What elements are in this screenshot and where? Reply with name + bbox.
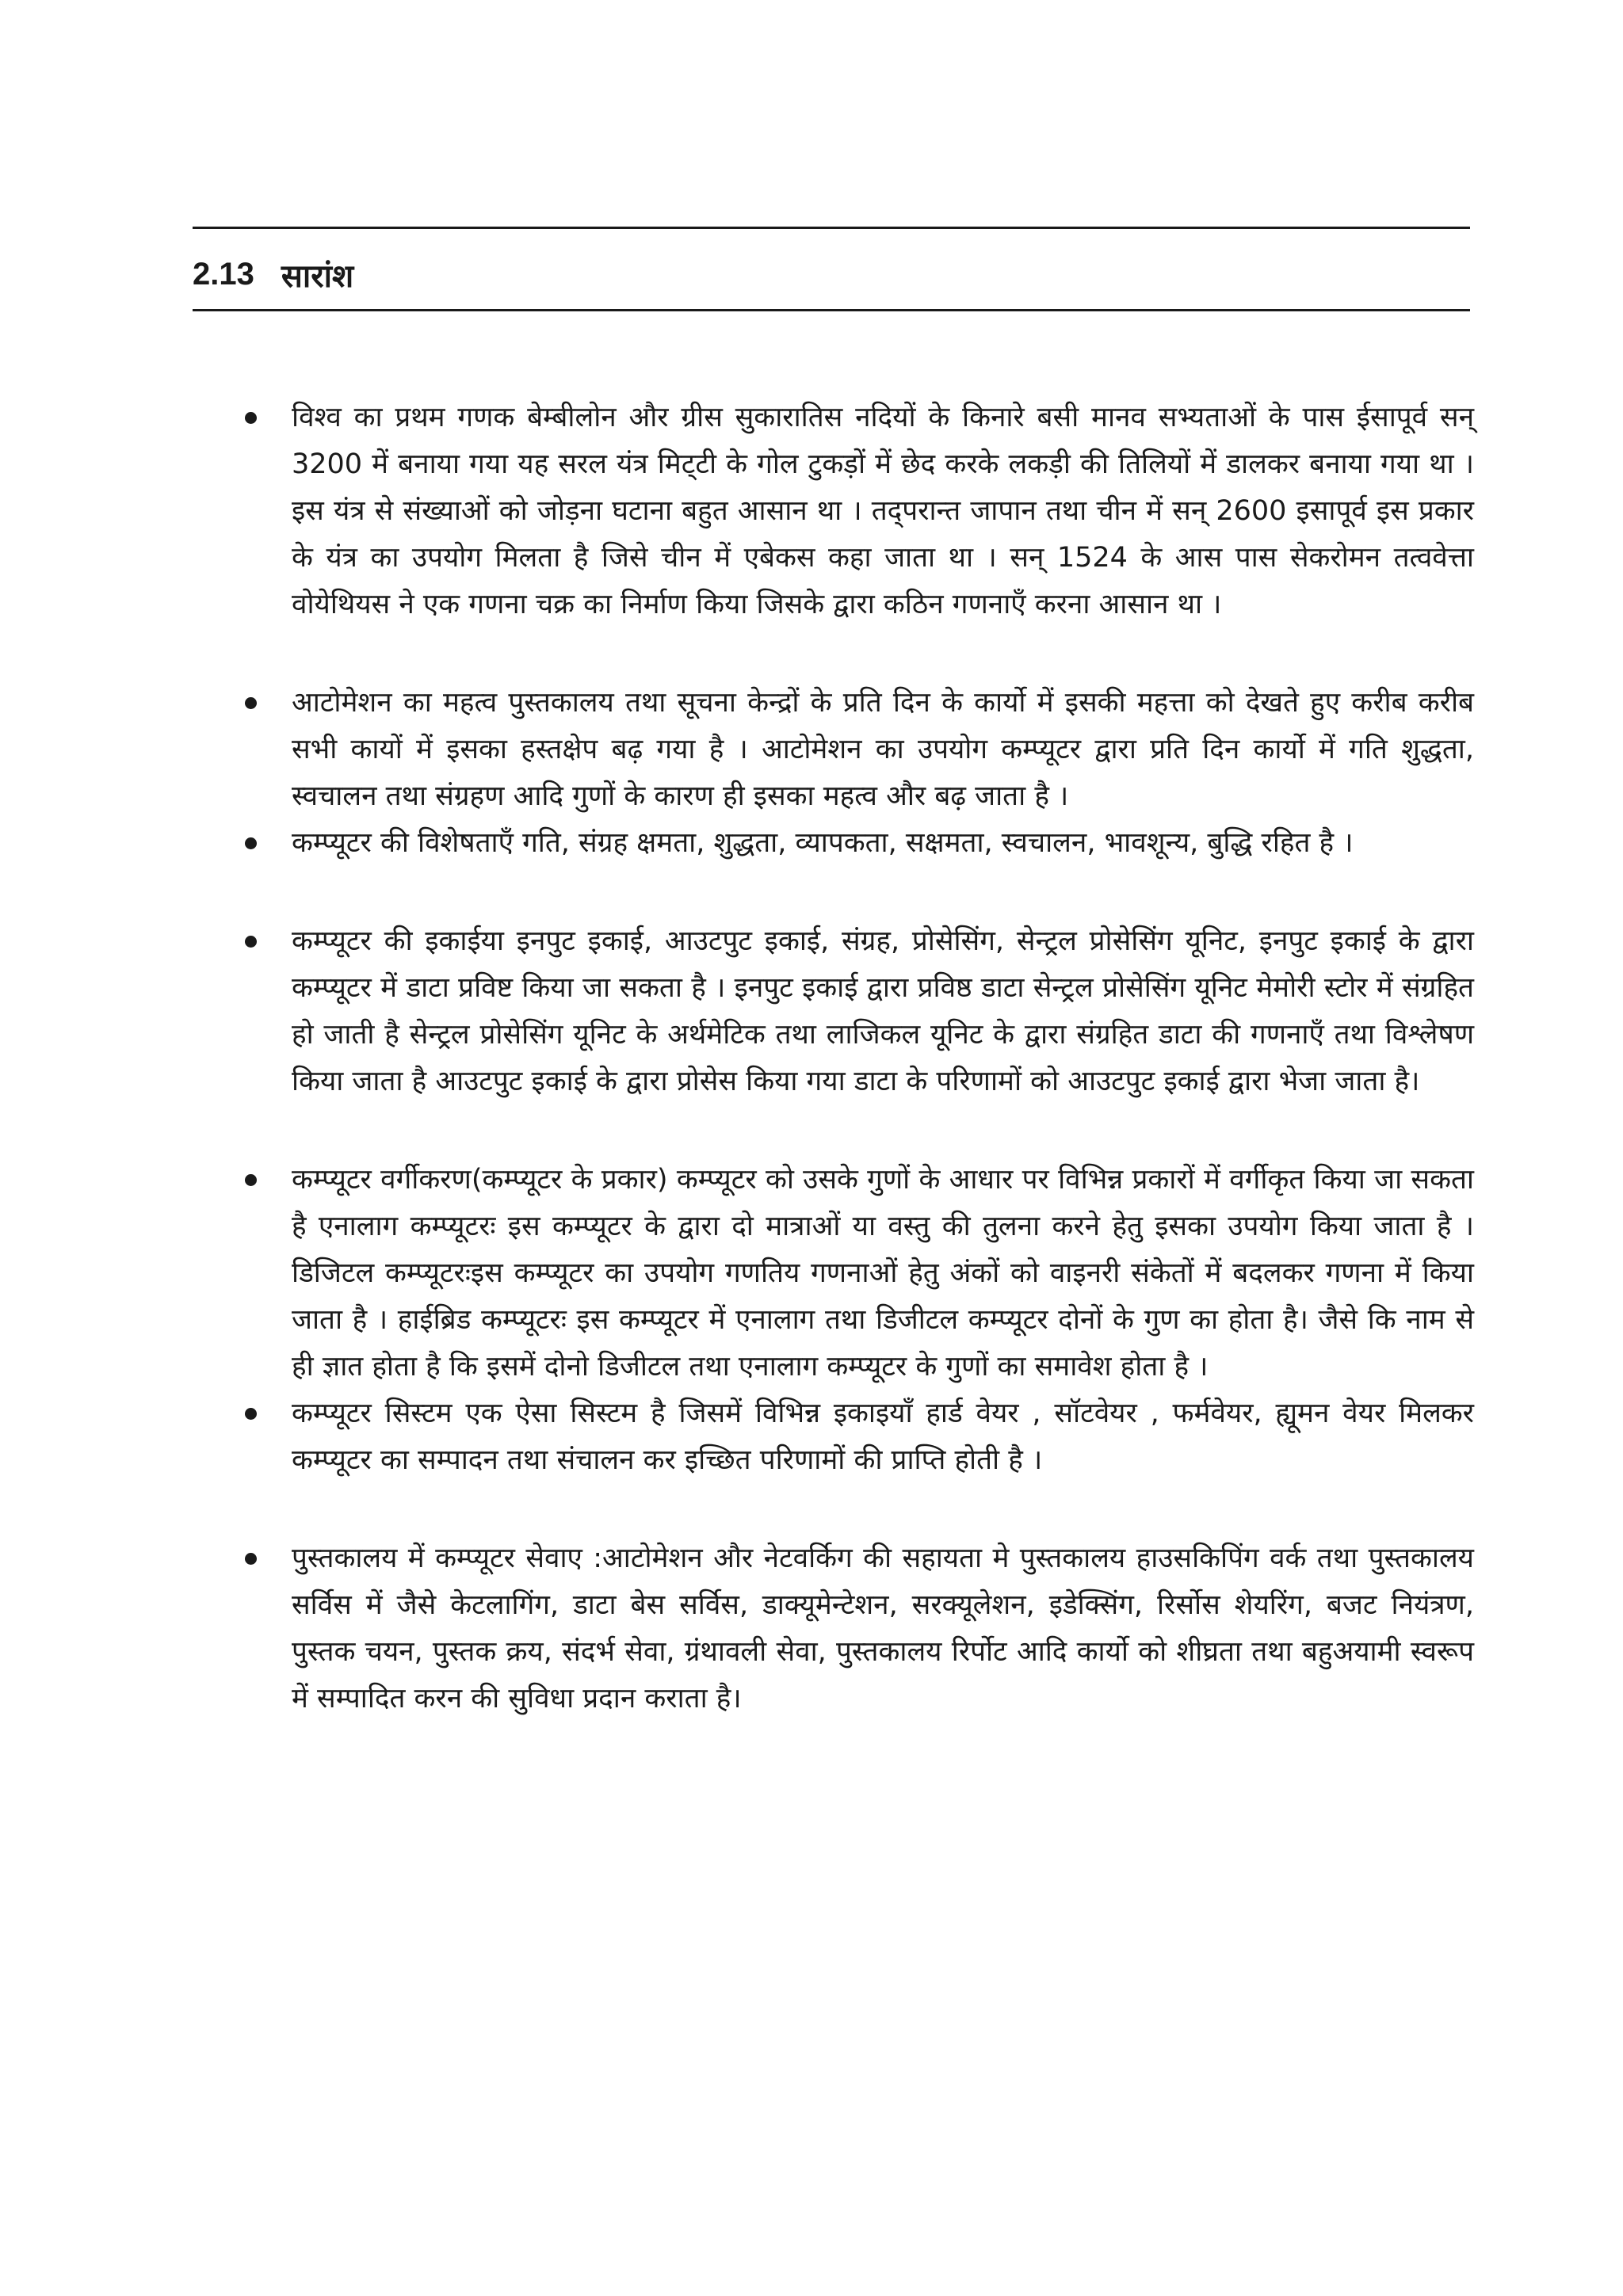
bullet-icon [245, 1553, 257, 1565]
summary-list [242, 395, 1474, 1722]
summary-item-text: आटोमेशन का महत्व पुस्तकालय तथा सूचना केन्द्रों के प्रति दिन के कार्यो में इसकी महत्ता को देखते हुए करीब करीब सभी कायों में इसका हस्तक्षेप बढ़ गया है । आटोमेशन का उपयोग कम्प्यूटर द्वारा प्रति दिन कार्यो में गति शुद्धता, स्वचालन तथा संग्रहण आदि गुणों के कारण ही इसका महत्व और बढ़ जाता है । [292, 687, 1474, 812]
summary-item-computer-features [242, 820, 1474, 867]
bullet-icon [245, 412, 257, 424]
bullet-icon [245, 936, 257, 948]
bullet-icon [245, 837, 257, 849]
bullet-icon [245, 1408, 257, 1420]
summary-item-text: कम्प्यूटर सिस्टम एक ऐसा सिस्टम है जिसमें विभिन्न इकाइयाँ हार्ड वेयर , सॉटवेयर , फर्मवेयर, ह्यूमन वेयर मिलकर कम्प्यूटर का सम्पादन तथा संचालन कर इच्छित परिणामों की प्राप्ति होती है । [292, 1398, 1474, 1476]
summary-item-abacus-history [242, 395, 1474, 628]
bullet-icon [245, 1174, 257, 1186]
summary-item-library-services [242, 1535, 1474, 1722]
summary-item-text: कम्प्यूटर की विशेषताएँ गति, संग्रह क्षमता, शुद्धता, व्यापकता, सक्षमता, स्वचालन, भावशून्य, बुद्धि रहित है । [292, 827, 1354, 859]
summary-item-automation [242, 680, 1474, 820]
summary-item-computer-system [242, 1390, 1474, 1484]
summary-item-text: कम्प्यूटर वर्गीकरण(कम्प्यूटर के प्रकार) कम्प्यूटर को उसके गुणों के आधार पर विभिन्न प्रकारों में वर्गीकृत किया जा सकता है एनालाग कम्प्यूटरः इस कम्प्यूटर के द्वारा दो मात्राओं या वस्तु की तुलना करने हेतु इसका उपयोग किया जाता है । डिजिटल कम्प्यूटरःइस कम्प्यूटर का उपयोग गणतिय गणनाओं हेतु अंकों को वाइनरी संकेतों में बदलकर गणना में किया जाता है । हाईब्रिड कम्प्यूटरः इस कम्प्यूटर में एनालाग तथा डिजीटल कम्प्यूटर दोनों के गुण का होता है। जैसे कि नाम से ही ज्ञात होता है कि इसमें दोनो डिजीटल तथा एनालाग कम्प्यूटर के गुणों का समावेश होता है । [292, 1164, 1474, 1383]
summary-item-text: पुस्तकालय में कम्प्यूटर सेवाए :आटोमेशन और नेटवर्किग की सहायता मे पुस्तकालय हाउसकिपिंग वर्क तथा पुस्तकालय सर्विस में जैसे केटलागिंग, डाटा बेस सर्विस, डाक्यूमेन्टेशन, सरक्यूलेशन, इडेक्सिंग, रिर्सोस शेयरिंग, बजट नियंत्रण, पुस्तक चयन, पुस्तक क्रय, संदर्भ सेवा, ग्रंथावली सेवा, पुस्तकालय रिर्पोट आदि कार्यो को शीघ्रता तथा बहुअयामी स्वरूप में सम्पादित करन की सुविधा प्रदान कराता है। [292, 1543, 1474, 1714]
summary-item-text: विश्व का प्रथम गणक बेम्बीलोन और ग्रीस सुकारातिस नदियों के किनारे बसी मानव सभ्यताओं के पास ईसापूर्व सन् 3200 में बनाया गया यह सरल यंत्र मिट्‌टी के गोल टुकड़ों में छेद करके लकड़ी की तिलियों में डालकर बनाया गया था । इस यंत्र से संख्याओं को जोड़ना घटाना बहुत आसान था । तद्‌परान्त जापान तथा चीन में सन् 2600 इसापूर्व इस प्रकार के यंत्र का उपयोग मिलता है जिसे चीन में एबेकस कहा जाता था । सन् 1524 के आस पास सेकरोमन तत्ववेत्ता वोयेथियस ने एक गणना चक्र का निर्माण किया जिसके द्वारा कठिन गणनाएँ करना आसान था । [292, 402, 1474, 620]
bottom-rule [193, 309, 1470, 311]
section-title: सारांश [281, 257, 354, 295]
summary-item-text: कम्प्यूटर की इकाईया इनपुट इकाई, आउटपुट इकाई, संग्रह, प्रोसेसिंग, सेन्ट्रल प्रोसेसिंग यूनिट, इनपुट इकाई के द्वारा कम्प्यूटर में डाटा प्रविष्ट किया जा सकता है । इनपुट इकाई द्वारा प्रविष्ठ डाटा सेन्ट्रल प्रोसेसिंग यूनिट मेमोरी स्टोर में संग्रहित हो जाती है सेन्ट्रल प्रोसेसिंग यूनिट के अर्थमेटिक तथा लाजिकल यूनिट के द्वारा संग्रहित डाटा की गणनाएँ तथा विश्लेषण किया जाता है आउटपुट इकाई के द्वारा प्रोसेस किया गया डाटा के परिणामों को आउटपुट इकाई द्वारा भेजा जाता है। [292, 925, 1474, 1097]
summary-item-computer-units [242, 918, 1474, 1105]
summary-item-computer-classification [242, 1157, 1474, 1390]
section-number: 2.13 [193, 256, 254, 292]
top-rule [193, 227, 1470, 229]
bullet-icon [245, 697, 257, 709]
section-heading [193, 252, 353, 296]
